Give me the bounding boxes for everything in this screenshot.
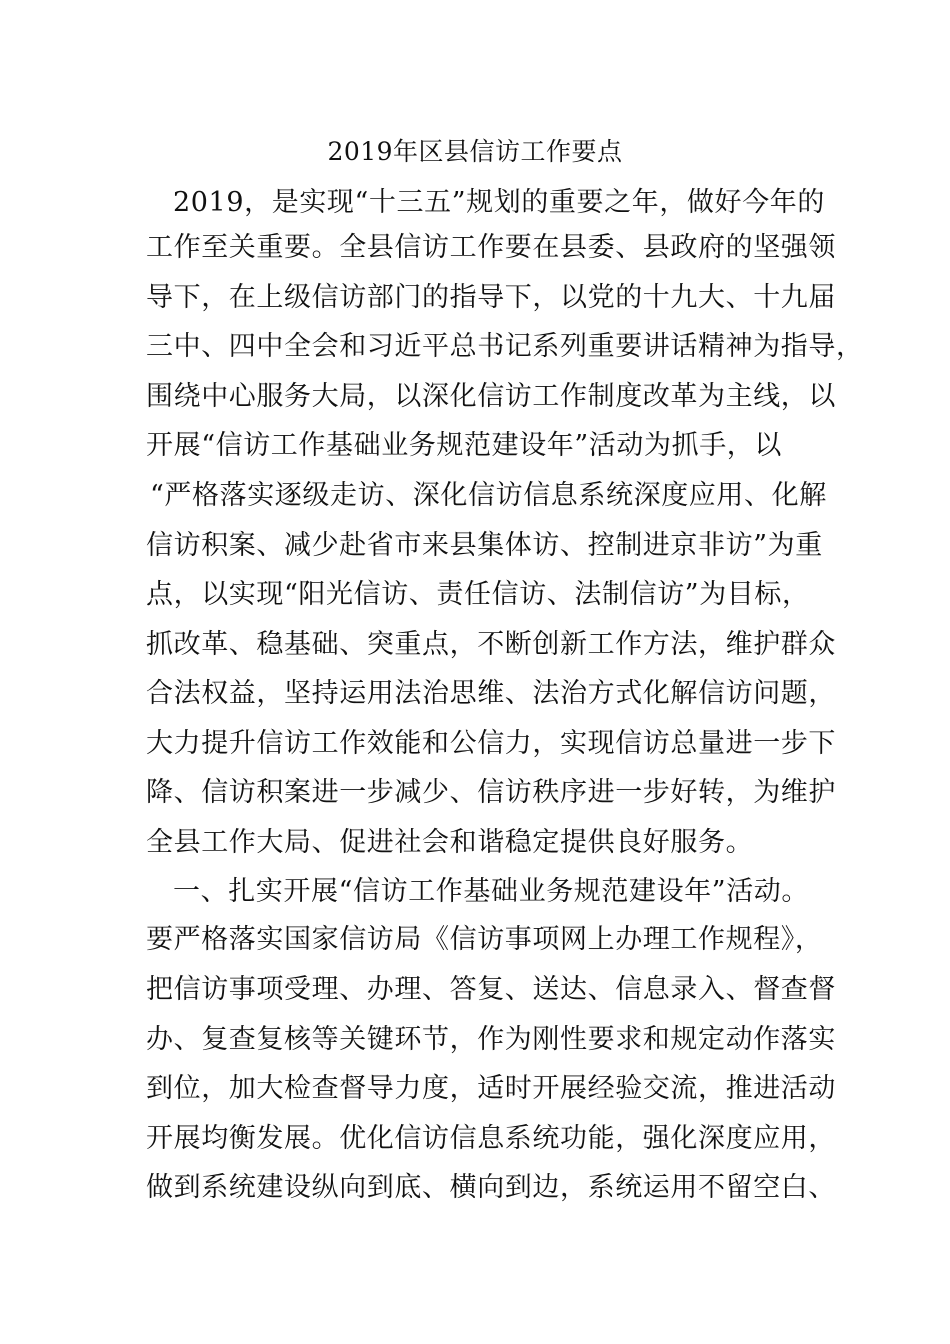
paragraph-line: 开展均衡发展。优化信访信息系统功能，强化深度应用，	[146, 1123, 836, 1154]
paragraph-line: 信访积案、减少赴省市来县集体访、控制进京非访”为重	[146, 530, 823, 561]
paragraph-line: 全县工作大局、促进社会和谐稳定提供良好服务。	[146, 827, 754, 858]
paragraph-line: 要严格落实国家信访局《信访事项网上办理工作规程》，	[146, 924, 823, 955]
paragraph-line: 合法权益，坚持运用法治思维、法治方式化解信访问题，	[146, 678, 836, 709]
paragraph-line: 降、信访积案进一步减少、信访秩序进一步好转，为维护	[146, 777, 836, 808]
paragraph-line: 三中、四中全会和习近平总书记系列重要讲话精神为指导，	[146, 331, 864, 362]
paragraph-line: 抓改革、稳基础、突重点，不断创新工作方法，维护群众	[146, 629, 836, 660]
paragraph-line: 到位，加大检查督导力度，适时开展经验交流，推进活动	[146, 1073, 836, 1104]
paragraph-line: 办、复查复核等关键环节，作为刚性要求和规定动作落实	[146, 1024, 836, 1055]
paragraph-line: 工作至关重要。全县信访工作要在县委、县政府的坚强领	[146, 232, 836, 263]
paragraph-line: 把信访事项受理、办理、答复、送达、信息录入、督查督	[146, 974, 836, 1005]
paragraph-line: “严格落实逐级走访、深化信访信息系统深度应用、化解	[150, 480, 827, 511]
paragraph-line: 2019，是实现“十三五”规划的重要之年，做好今年的	[173, 187, 825, 218]
paragraph-line: 点，以实现“阳光信访、责任信访、法制信访”为目标，	[146, 579, 810, 610]
paragraph-line: 做到系统建设纵向到底、横向到边，系统运用不留空白、	[146, 1172, 836, 1203]
document-title: 2019年区县信访工作要点	[327, 137, 623, 166]
section-heading-line: 一、扎实开展“信访工作基础业务规范建设年”活动。	[173, 876, 810, 907]
paragraph-line: 导下，在上级信访部门的指导下，以党的十九大、十九届	[146, 282, 836, 313]
paragraph-line: 围绕中心服务大局，以深化信访工作制度改革为主线，以	[146, 381, 836, 412]
paragraph-line: 大力提升信访工作效能和公信力，实现信访总量进一步下	[146, 728, 836, 759]
paragraph-line: 开展“信访工作基础业务规范建设年”活动为抓手，以	[146, 430, 783, 461]
